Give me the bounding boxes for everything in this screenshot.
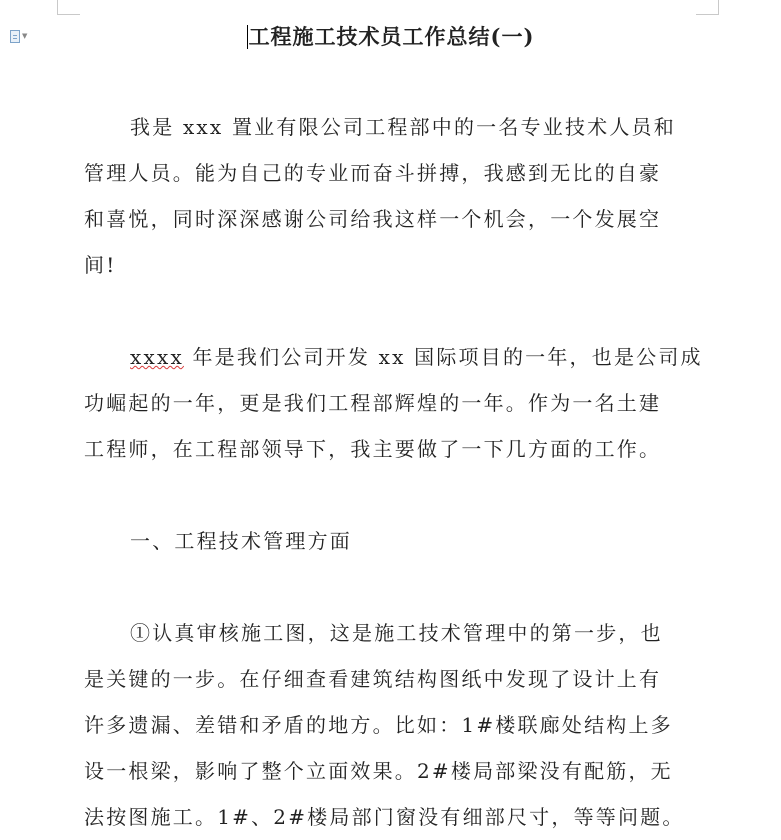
paragraph-line[interactable] (130, 342, 703, 372)
chevron-down-icon: ▼ (22, 32, 28, 40)
crop-mark-top-right (696, 14, 719, 15)
paragraph-line[interactable]: 设一根梁，影响了整个立面效果。2#楼局部梁没有配筋，无 (84, 759, 673, 783)
paragraph-line[interactable]: 我是 xxx 置业有限公司工程部中的一名专业技术人员和 (130, 115, 676, 139)
spellcheck-flag[interactable]: xxxx (130, 345, 184, 369)
paragraph-line[interactable]: 功崛起的一年，更是我们工程部辉煌的一年。作为一名土建 (84, 391, 662, 415)
paragraph-line[interactable]: 间! (84, 253, 117, 277)
paragraph-line[interactable]: 管理人员。能为自己的专业而奋斗拼搏，我感到无比的自豪 (84, 161, 662, 185)
paragraph-line[interactable]: 和喜悦，同时深深感谢公司给我这样一个机会，一个发展空 (84, 207, 662, 231)
crop-mark-top-left (57, 0, 58, 14)
paragraph-line[interactable]: ①认真审核施工图，这是施工技术管理中的第一步，也 (130, 621, 663, 645)
crop-mark-top-right (718, 0, 719, 14)
crop-mark-top-left (57, 14, 80, 15)
text-cursor (247, 25, 248, 49)
paragraph-line[interactable]: 工程师，在工程部领导下，我主要做了一下几方面的工作。 (84, 437, 662, 461)
paragraph-line[interactable]: 许多遗漏、差错和矛盾的地方。比如：1#楼联廊处结构上多 (84, 713, 673, 737)
paragraph-line[interactable]: 法按图施工。1#、2#楼局部门窗没有细部尺寸，等等问题。 (84, 805, 685, 829)
document-title[interactable] (0, 20, 781, 54)
section-heading[interactable]: 一、工程技术管理方面 (130, 529, 352, 553)
title-text: 工程施工技术员工作总结(一) (248, 24, 535, 49)
paragraph-line[interactable]: 是关键的一步。在仔细查看建筑结构图纸中发现了设计上有 (84, 667, 662, 691)
paragraph-text: 年是我们公司开发 xx 国际项目的一年，也是公司成 (183, 345, 703, 369)
